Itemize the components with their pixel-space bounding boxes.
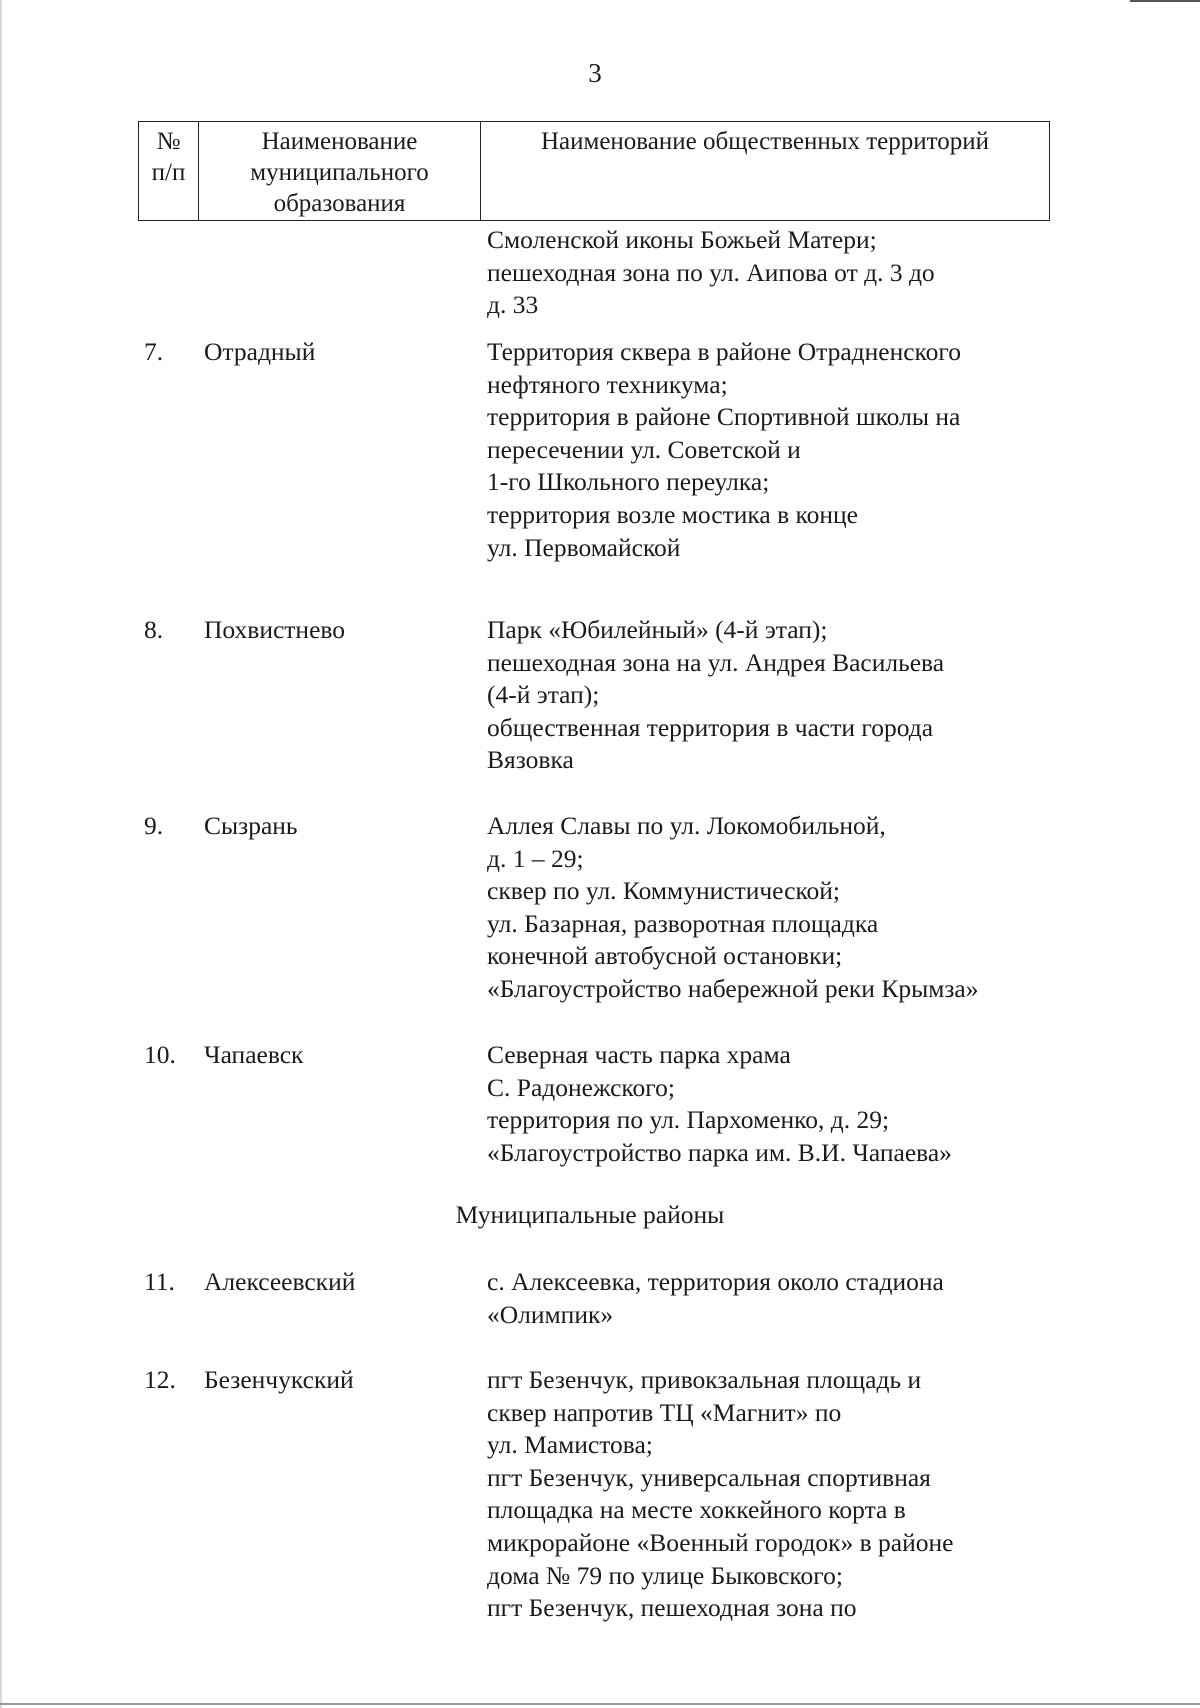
header-num-line: п/п <box>151 159 186 186</box>
municipality-name: Безенчукский <box>204 1365 354 1394</box>
scan-bottom-edge <box>0 1703 1200 1705</box>
territory-line: с. Алексеевка, территория около стадиона <box>487 1267 944 1296</box>
territories-cell <box>487 224 1047 322</box>
header-municipality-line: Наименование <box>261 128 418 155</box>
municipality-name: Отрадный <box>204 337 316 366</box>
territory-line: Смоленской иконы Божьей Матери; <box>487 225 877 254</box>
header-territories-column <box>481 122 1049 220</box>
territory-line: д. 33 <box>487 290 539 320</box>
territory-line: сквер напротив ТЦ «Магнит» по <box>487 1397 842 1427</box>
territory-line: сквер по ул. Коммунистической; <box>487 876 841 906</box>
territory-line: «Благоустройство парка им. В.И. Чапаева» <box>487 1137 952 1167</box>
municipality-name: Похвистнево <box>204 615 346 644</box>
territories-cell <box>487 614 1047 777</box>
territory-line: Аллея Славы по ул. Локомобильной, <box>487 811 886 840</box>
territories-cell <box>487 1364 1047 1625</box>
header-municipality-line: муниципального <box>250 159 429 186</box>
row-number: 9. <box>144 811 164 840</box>
territory-line: ул. Первомайской <box>487 532 681 562</box>
territory-line: микрорайоне «Военный городок» в районе <box>487 1527 954 1557</box>
territory-line: (4-й этап); <box>487 680 600 710</box>
territory-line: территория возле мостика в конце <box>487 499 858 529</box>
territory-line: д. 1 – 29; <box>487 843 584 873</box>
territory-line: общественная территория в части города <box>487 712 934 742</box>
scan-edge-left <box>0 0 2 1708</box>
row-number: 8. <box>144 615 164 644</box>
territory-line: пгт Безенчук, пешеходная зона по <box>487 1593 857 1623</box>
row-number: 12. <box>144 1365 176 1394</box>
territory-line: 1-го Школьного переулка; <box>487 467 770 497</box>
territory-line: Парк «Юбилейный» (4-й этап); <box>487 615 828 644</box>
territory-line: пешеходная зона по ул. Аипова от д. 3 до <box>487 257 935 287</box>
territory-line: дома № 79 по улице Быковского; <box>487 1560 843 1590</box>
scan-edge-right <box>1130 0 1200 2</box>
territory-line: ул. Базарная, разворотная площадка <box>487 908 879 938</box>
row-number: 11. <box>144 1267 175 1296</box>
municipality-name: Алексеевский <box>204 1267 356 1296</box>
section-title: Муниципальные районы <box>455 1200 725 1229</box>
territory-line: «Олимпик» <box>487 1299 614 1329</box>
municipality-name: Сызрань <box>204 811 298 840</box>
territory-line: «Благоустройство набережной реки Крымза» <box>487 973 979 1003</box>
territory-line: территория по ул. Пархоменко, д. 29; <box>487 1105 890 1135</box>
row-number: 10. <box>144 1040 176 1069</box>
territory-line: пгт Безенчук, привокзальная площадь и <box>487 1365 922 1394</box>
territories-cell <box>487 810 1047 1006</box>
territories-cell <box>487 1266 1047 1331</box>
territory-line: Вязовка <box>487 745 574 775</box>
territory-line: нефтяного техникума; <box>487 369 728 399</box>
territory-line: пгт Безенчук, универсальная спортивная <box>487 1462 931 1492</box>
row-number: 7. <box>144 337 164 366</box>
table-header <box>138 121 1050 221</box>
header-municipality-line: образования <box>273 190 406 217</box>
territory-line: Северная часть парка храма <box>487 1040 791 1069</box>
territory-line: конечной автобусной остановки; <box>487 941 843 971</box>
page-number: 3 <box>588 58 602 88</box>
header-num-column <box>139 122 199 220</box>
territories-cell <box>487 336 1047 564</box>
territory-line: пешеходная зона на ул. Андрея Васильева <box>487 647 945 677</box>
territory-line: территория в районе Спортивной школы на <box>487 402 961 432</box>
territory-line: С. Радонежского; <box>487 1072 675 1102</box>
territory-line: ул. Мамистова; <box>487 1430 653 1460</box>
territory-line: площадка на месте хоккейного корта в <box>487 1495 906 1525</box>
territories-cell <box>487 1039 1047 1169</box>
municipality-name: Чапаевск <box>204 1040 304 1069</box>
header-territories-line: Наименование общественных территорий <box>540 128 990 155</box>
header-municipality-column <box>199 122 481 220</box>
territory-line: Территория сквера в районе Отрадненского <box>487 337 961 366</box>
header-num-line: № <box>156 128 181 155</box>
territory-line: пересечении ул. Советской и <box>487 434 801 464</box>
